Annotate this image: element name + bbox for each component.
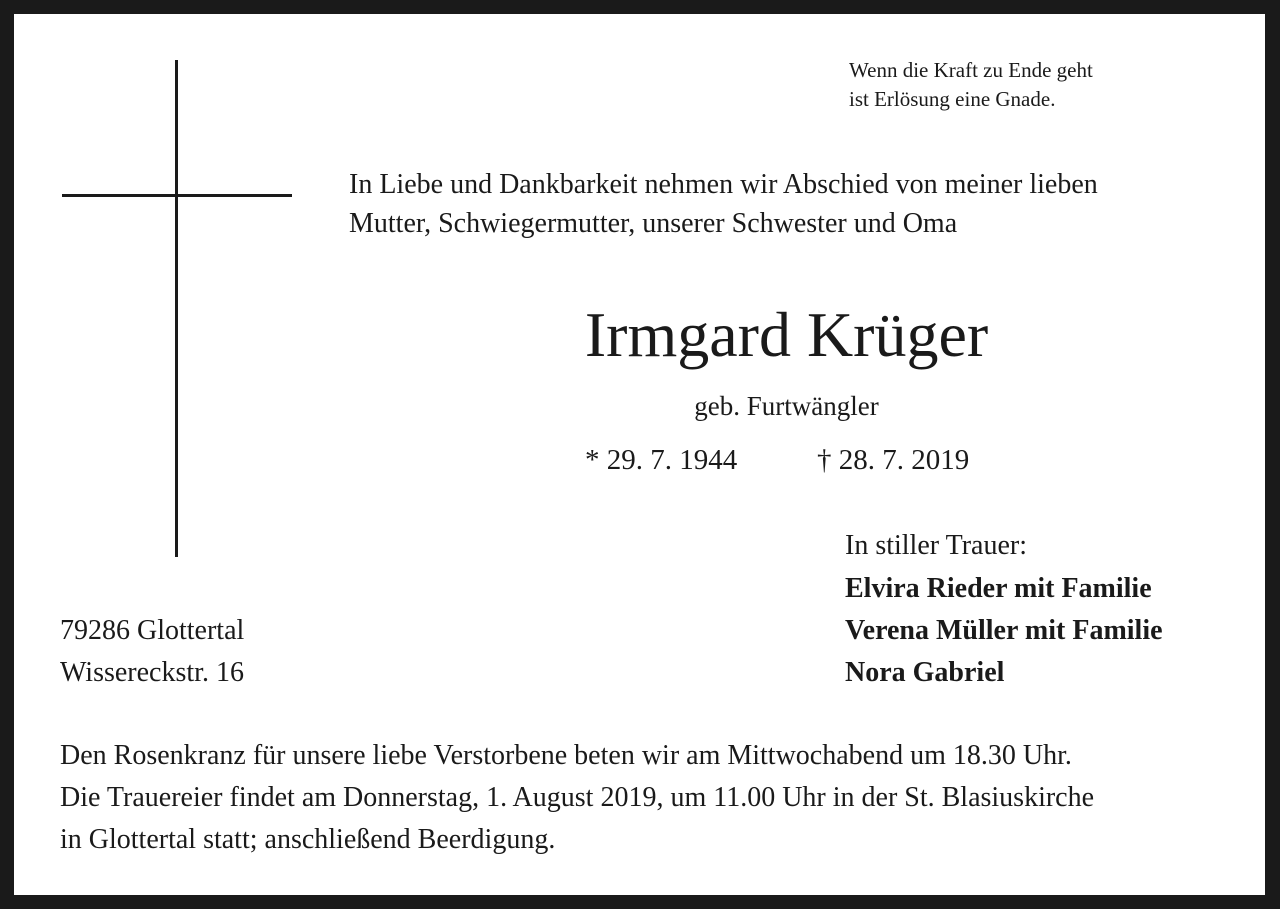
motto-line: Wenn die Kraft zu Ende geht <box>849 58 1093 82</box>
mourners-list <box>845 568 1163 694</box>
mourner-name: Verena Müller mit Familie <box>845 615 1163 646</box>
cross-icon-horizontal-bar <box>62 194 292 197</box>
address-line: 79286 Glottertal <box>60 615 245 646</box>
obituary-card <box>14 14 1265 895</box>
notice-line: in Glottertal statt; anschließend Beerdigung. <box>60 824 556 855</box>
intro-text <box>349 165 1098 243</box>
mourners-heading: In stiller Trauer: <box>845 530 1027 561</box>
notice-line: Den Rosenkranz für unsere liebe Verstorbene beten wir am Mittwochabend um 18.30 Uhr. <box>60 740 1072 771</box>
death-date: † 28. 7. 2019 <box>817 444 970 476</box>
address-line: Wissereckstr. 16 <box>60 657 244 688</box>
intro-line: In Liebe und Dankbarkeit nehmen wir Abschied von meiner lieben <box>349 169 1098 200</box>
deceased-name: Irmgard Krüger <box>584 299 989 370</box>
service-notice <box>60 735 1094 861</box>
motto-verse <box>849 56 1093 114</box>
intro-line: Mutter, Schwiegermutter, unserer Schwester und Oma <box>349 208 958 239</box>
birth-date: * 29. 7. 1944 <box>585 444 738 476</box>
motto-line: ist Erlösung eine Gnade. <box>849 87 1056 111</box>
notice-line: Die Trauereier findet am Donnerstag, 1. August 2019, um 11.00 Uhr in der St. Blasiuskirche <box>60 782 1095 813</box>
mourner-name: Elvira Rieder mit Familie <box>845 573 1152 604</box>
maiden-name: geb. Furtwängler <box>694 391 879 421</box>
mourner-name: Nora Gabriel <box>845 657 1005 688</box>
address-block <box>60 610 244 694</box>
